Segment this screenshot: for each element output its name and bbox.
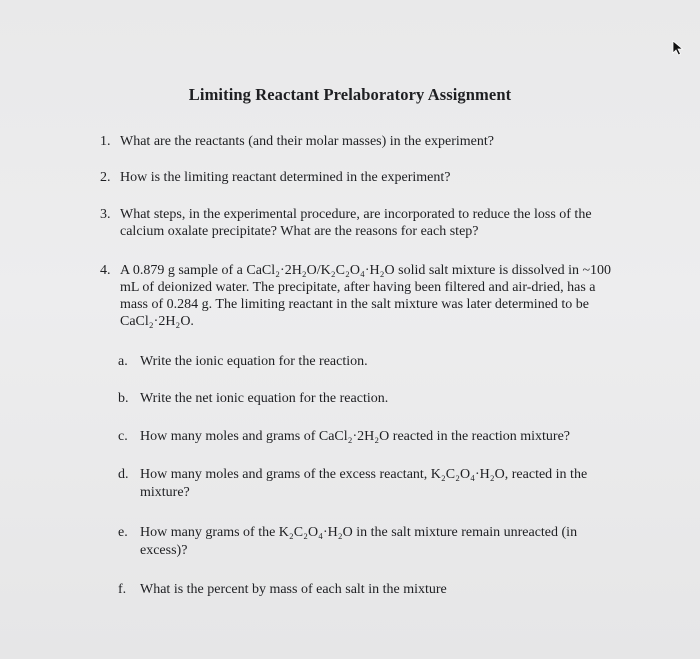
subquestion-letter: c. [118, 429, 128, 444]
question-text-line: What steps, in the experimental procedure, are incorporated to reduce the loss of the [120, 207, 592, 222]
subquestion-text: How many moles and grams of CaCl₂·2H₂O reacted in the reaction mixture? [140, 429, 571, 444]
subquestion-letter: d. [118, 467, 129, 482]
question-text-line: calcium oxalate precipitate? What are the reasons for each step? [120, 224, 479, 239]
question-2 [100, 169, 660, 187]
subquestion-letter: e. [118, 525, 128, 540]
question-number: 2. [100, 170, 111, 185]
subquestion-letter: f. [118, 582, 127, 597]
subquestion-text-line: How many grams of the K₂C₂O₄·H₂O in the salt mixture remain unreacted (in [140, 525, 578, 540]
question-number: 3. [100, 207, 111, 222]
subquestion-letter: a. [118, 354, 128, 369]
question-number: 1. [100, 134, 111, 149]
question-text: What are the reactants (and their molar masses) in the experiment? [120, 134, 494, 149]
page-title: Limiting Reactant Prelaboratory Assignment [188, 85, 512, 104]
subquestion-text-line: mixture? [140, 485, 190, 500]
subquestion-text: Write the ionic equation for the reaction. [140, 354, 368, 369]
question-4 [100, 262, 660, 334]
subquestion-f [118, 581, 658, 599]
subquestion-b [118, 390, 658, 408]
subquestion-text-line: excess)? [140, 543, 188, 558]
question-text-line: CaCl₂·2H₂O. [120, 314, 194, 329]
subquestion-d [118, 466, 658, 502]
subquestion-text: Write the net ionic equation for the reaction. [140, 391, 389, 406]
subquestion-text: What is the percent by mass of each salt in the mixture [140, 582, 447, 597]
subquestion-a [118, 353, 658, 371]
question-text-line: mass of 0.284 g. The limiting reactant in the salt mixture was later determined to be [120, 297, 590, 312]
subquestion-c [118, 428, 658, 446]
question-text-line: A 0.879 g sample of a CaCl₂·2H₂O/K₂C₂O₄·H₂O solid salt mixture is dissolved in ~100 [120, 263, 612, 278]
question-text-line: mL of deionized water. The precipitate, after having been filtered and air-dried, has a [120, 280, 596, 295]
subquestion-text-line: How many moles and grams of the excess reactant, K₂C₂O₄·H₂O, reacted in the [140, 467, 588, 482]
question-3 [100, 206, 660, 242]
subquestion-e [118, 524, 658, 560]
question-number: 4. [100, 263, 111, 278]
question-text: How is the limiting reactant determined in the experiment? [120, 170, 451, 185]
subquestion-letter: b. [118, 391, 129, 406]
mouse-pointer-icon [671, 40, 685, 56]
question-1 [100, 133, 660, 151]
